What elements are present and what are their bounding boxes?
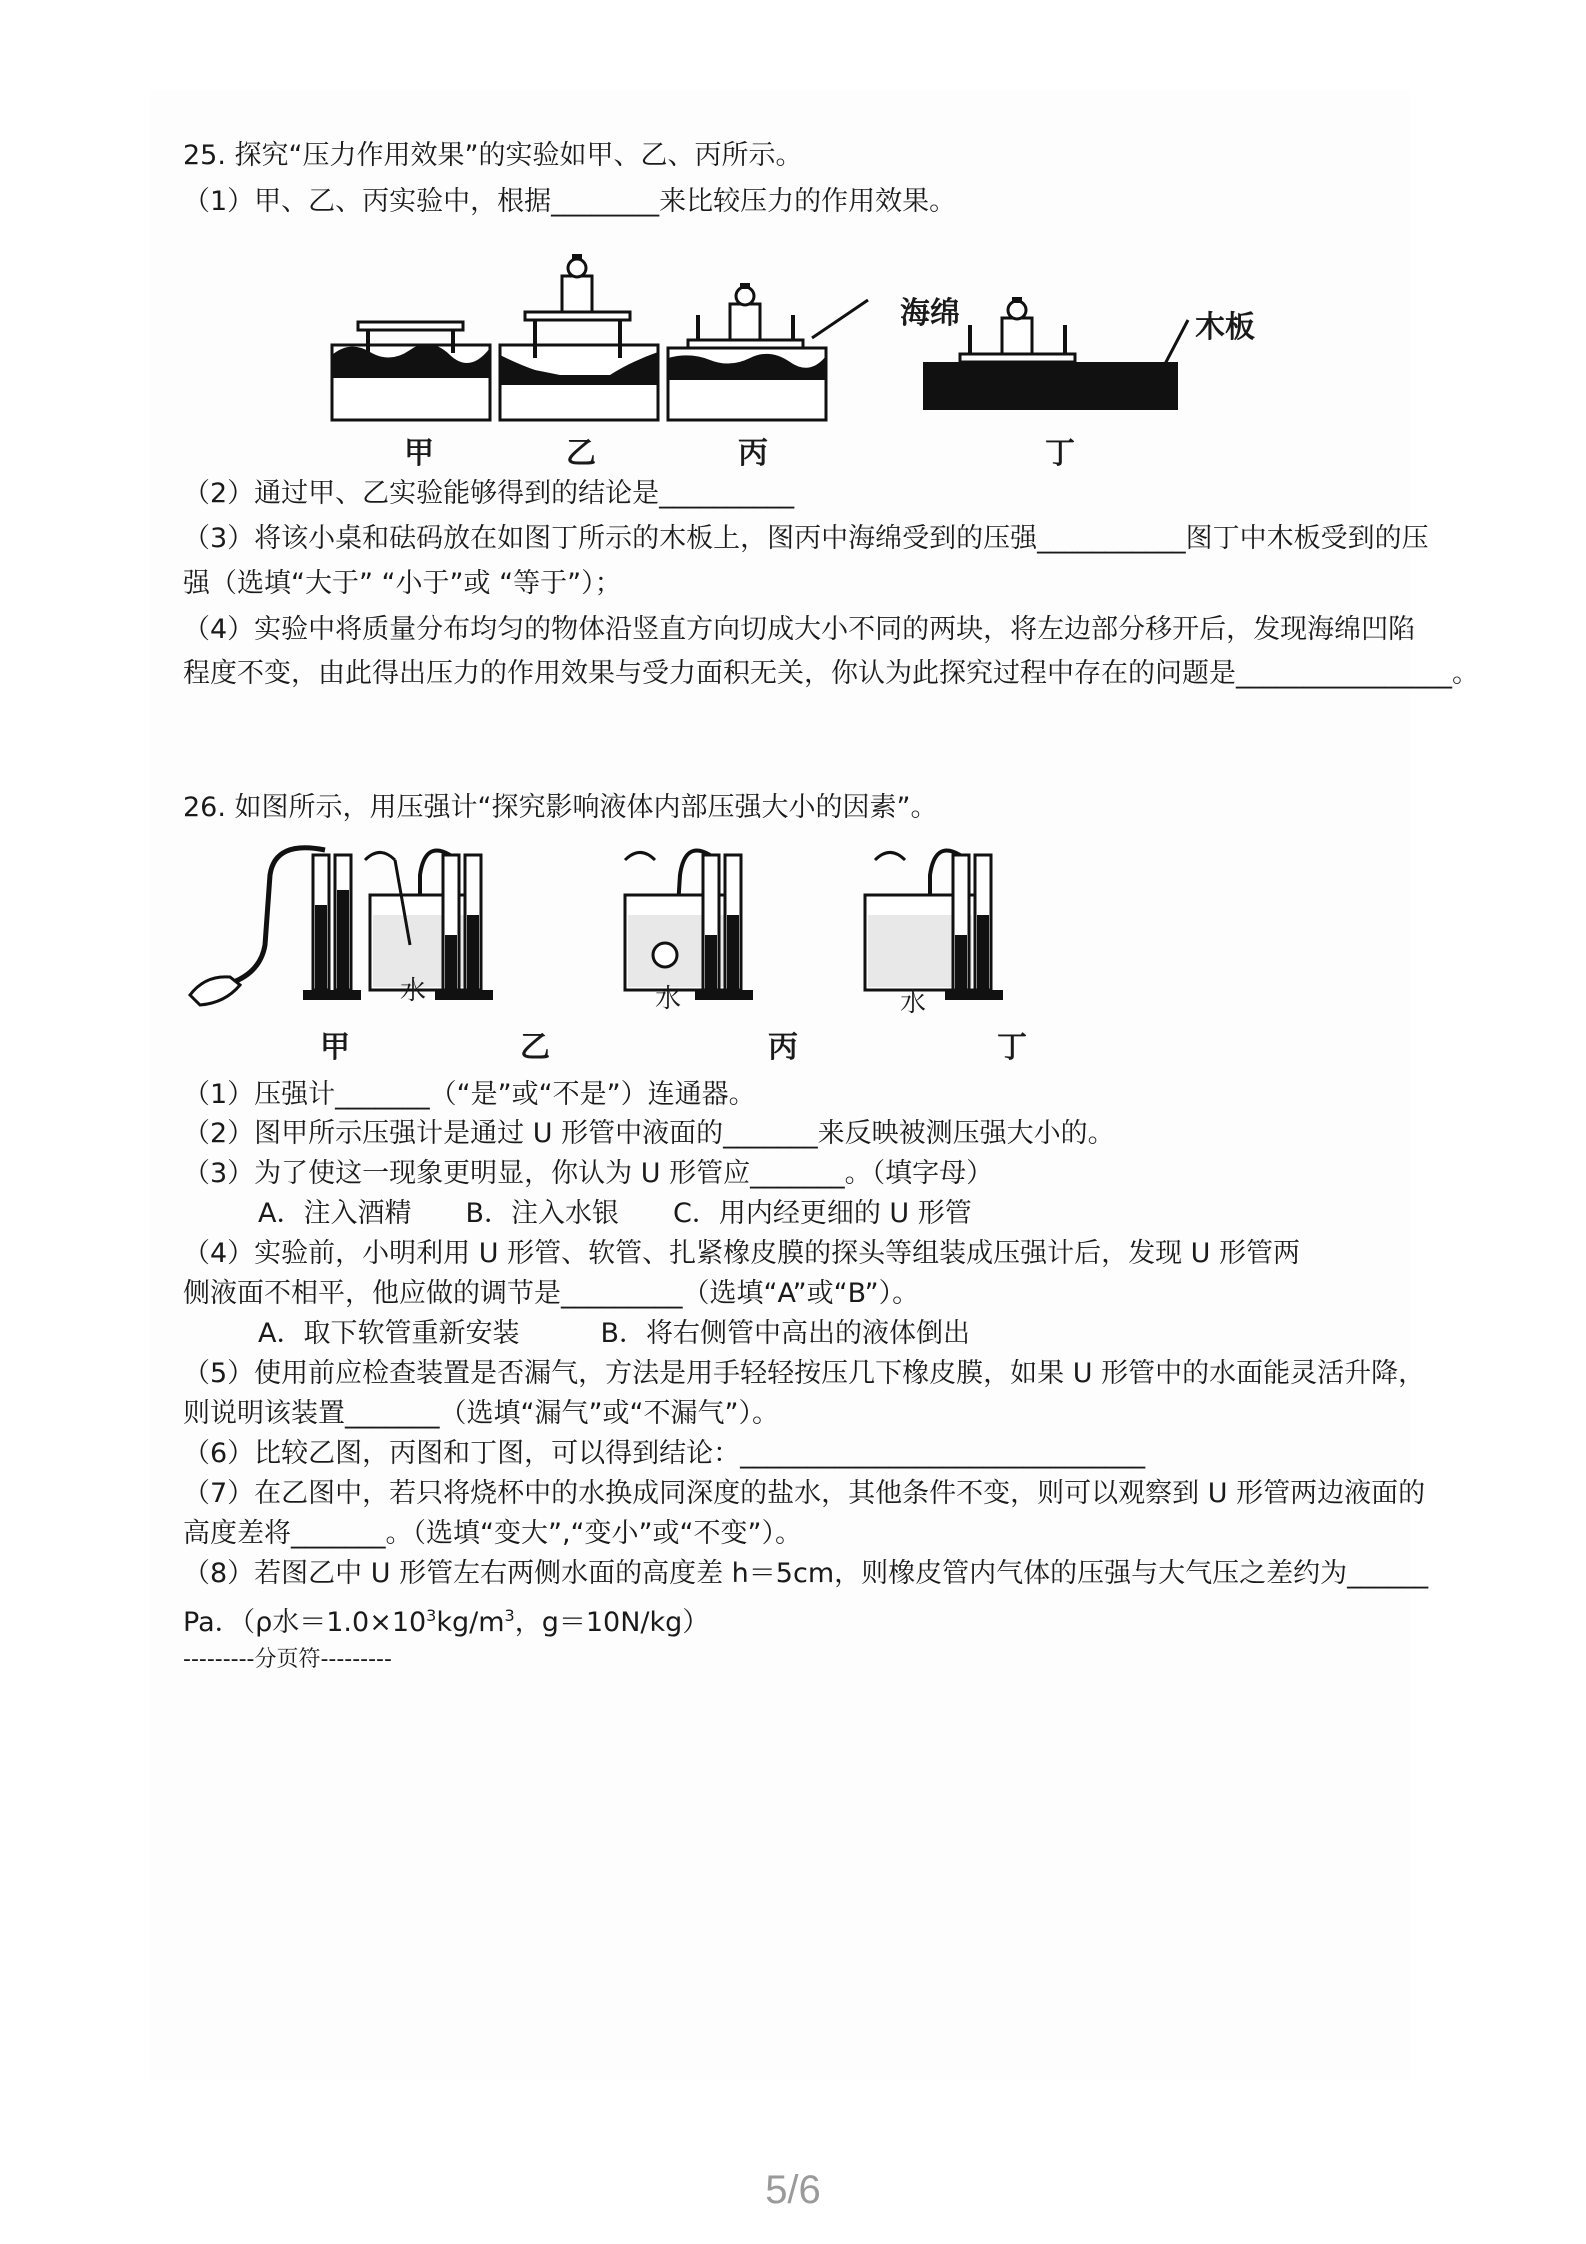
q26-title: 26. 如图所示，用压强计“探究影响液体内部压强大小的因素”。 <box>183 792 938 823</box>
q26-part2: （2）图甲所示压强计是通过 U 形管中液面的_______来反映被测压强大小的。 <box>183 1118 1115 1149</box>
q26-part1: （1）压强计_______（“是”或“不是”）连通器。 <box>183 1079 756 1110</box>
q26-part5-line1: （5）使用前应检查装置是否漏气，方法是用手轻轻按压几下橡皮膜，如果 U 形管中的水面能灵活升降， <box>183 1358 1426 1389</box>
q25-part3-line1: （3）将该小桌和砝码放在如图丁所示的木板上，图丙中海绵受到的压强___________图丁中木板受到的压 <box>183 523 1429 554</box>
page-break-separator: ---------分页符--------- <box>183 1647 392 1672</box>
q26-part8-text-c: ，g＝10N/kg） <box>514 1607 710 1638</box>
q26-part8-text-a: Pa．（ρ水＝1.0×10 <box>183 1607 427 1638</box>
q25-part4-line2: 程度不变，由此得出压力的作用效果与受力面积无关，你认为此探究过程中存在的问题是________________。 <box>183 658 1479 689</box>
q26-part5-line2: 则说明该装置_______（选填“漏气”或“不漏气”）。 <box>183 1398 779 1429</box>
label-sponge: 海绵 <box>900 296 960 331</box>
q25-label-yi: 乙 <box>566 436 596 471</box>
q25-setup-bing <box>668 283 868 420</box>
q25-label-bing: 丙 <box>738 436 768 471</box>
q25-setup-jia <box>332 322 490 420</box>
q26-part3-options: A．注入酒精 B．注入水银 C．用内经更细的 U 形管 <box>258 1198 972 1229</box>
q26-setup-bing <box>625 851 753 1001</box>
q26-label-ding: 丁 <box>997 1030 1027 1065</box>
water-label-bing: 水 <box>655 984 682 1014</box>
q26-label-yi: 乙 <box>520 1030 550 1065</box>
label-board: 木板 <box>1195 310 1255 345</box>
water-label-ding: 水 <box>900 988 927 1018</box>
q25-label-jia: 甲 <box>404 436 434 471</box>
q26-part7-line2: 高度差将_______。（选填“变大”,“变小”或“不变”）。 <box>183 1518 803 1549</box>
q26-part4-line2: 侧液面不相平，他应做的调节是_________（选填“A”或“B”）。 <box>183 1278 920 1309</box>
page-number: 5/6 <box>765 2168 821 2212</box>
q25-part2: （2）通过甲、乙实验能够得到的结论是__________ <box>183 478 795 509</box>
q25-label-ding: 丁 <box>1045 436 1075 471</box>
q25-part3-line2: 强（选填“大于” “小于”或 “等于”）； <box>183 568 622 599</box>
q25-setup-yi <box>500 254 658 420</box>
q26-setup-ding <box>865 851 1003 1001</box>
q25-setup-ding <box>923 297 1188 410</box>
q26-part8-line1: （8）若图乙中 U 形管左右两侧水面的高度差 h＝5cm，则橡皮管内气体的压强与大气压之差约为______ <box>183 1558 1429 1589</box>
q26-setup-yi <box>365 851 493 1001</box>
water-label-yi: 水 <box>400 976 427 1006</box>
q25-pressure-effect-figure <box>320 240 1220 430</box>
q26-part4-line1: （4）实验前，小明利用 U 形管、软管、扎紧橡皮膜的探头等组装成压强计后，发现 U 形管两 <box>183 1238 1301 1269</box>
q26-part7-line1: （7）在乙图中，若只将烧杯中的水换成同深度的盐水，其他条件不变，则可以观察到 U 形管两边液面的 <box>183 1478 1426 1509</box>
q25-title: 25. 探究“压力作用效果”的实验如甲、乙、丙所示。 <box>183 140 803 171</box>
q26-part8-text-b: kg/m <box>436 1607 505 1638</box>
q26-label-bing: 丙 <box>768 1030 798 1065</box>
q26-part6: （6）比较乙图，丙图和丁图，可以得到结论：______________________________ <box>183 1438 1146 1469</box>
q26-part8-sup-1: 3 <box>426 1606 437 1625</box>
q26-label-jia: 甲 <box>320 1030 350 1065</box>
q25-part4-line1: （4）实验中将质量分布均匀的物体沿竖直方向切成大小不同的两块，将左边部分移开后，发现海绵凹陷 <box>183 614 1416 645</box>
q26-part4-options: A．取下软管重新安装 B．将右侧管中高出的液体倒出 <box>258 1318 970 1349</box>
q26-part8-line2 <box>183 1598 709 1641</box>
q25-part1: （1）甲、乙、丙实验中，根据________来比较压力的作用效果。 <box>183 186 957 217</box>
q26-setup-jia <box>190 848 361 1005</box>
q26-part3: （3）为了使这一现象更明显，你认为 U 形管应_______。（填字母） <box>183 1158 994 1189</box>
q26-part8-sup-2: 3 <box>504 1606 515 1625</box>
